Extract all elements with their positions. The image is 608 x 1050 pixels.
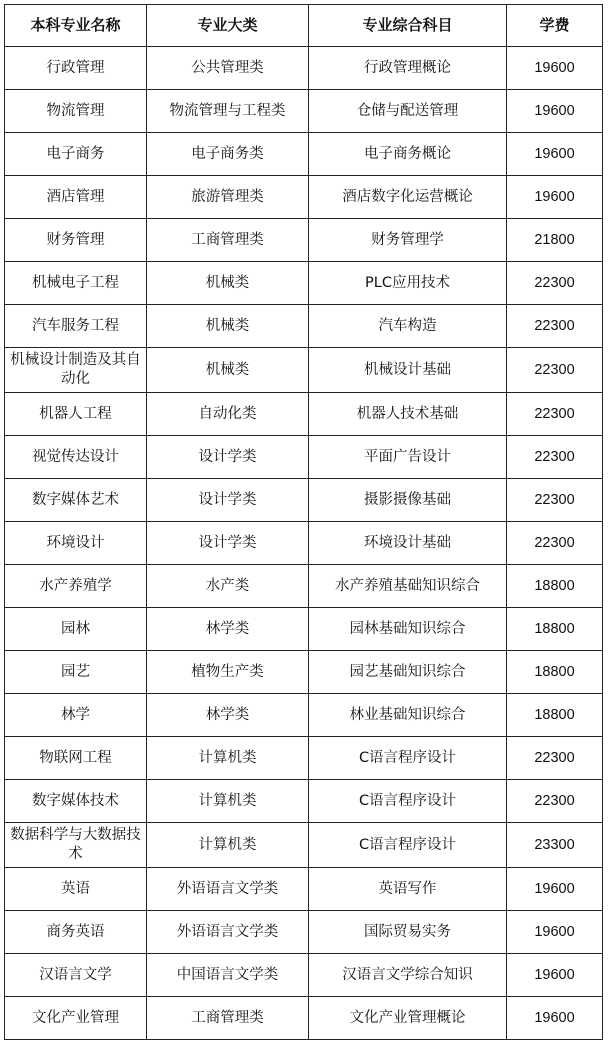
header-major-category: 专业大类 [147, 5, 309, 47]
cell-tuition: 19600 [507, 90, 603, 133]
cell-major-name: 园林 [5, 608, 147, 651]
header-major-name: 本科专业名称 [5, 5, 147, 47]
cell-major-name: 汽车服务工程 [5, 305, 147, 348]
cell-major-name: 园艺 [5, 651, 147, 694]
header-exam-subject: 专业综合科目 [309, 5, 507, 47]
cell-exam-subject: 国际贸易实务 [309, 911, 507, 954]
cell-major-category: 计算机类 [147, 780, 309, 823]
cell-tuition: 18800 [507, 608, 603, 651]
cell-exam-subject: PLC应用技术 [309, 262, 507, 305]
cell-major-category: 外语语言文学类 [147, 868, 309, 911]
cell-exam-subject: C语言程序设计 [309, 780, 507, 823]
cell-exam-subject: 仓储与配送管理 [309, 90, 507, 133]
cell-exam-subject: C语言程序设计 [309, 823, 507, 868]
table-row [5, 522, 603, 565]
cell-tuition: 22300 [507, 436, 603, 479]
cell-tuition: 19600 [507, 176, 603, 219]
cell-exam-subject: 园林基础知识综合 [309, 608, 507, 651]
cell-major-name: 行政管理 [5, 47, 147, 90]
cell-exam-subject: 文化产业管理概论 [309, 997, 507, 1040]
cell-exam-subject: 汉语言文学综合知识 [309, 954, 507, 997]
cell-major-category: 自动化类 [147, 393, 309, 436]
cell-major-name: 电子商务 [5, 133, 147, 176]
document-page [4, 4, 603, 1040]
table-row [5, 90, 603, 133]
cell-major-category: 中国语言文学类 [147, 954, 309, 997]
cell-tuition: 19600 [507, 868, 603, 911]
cell-major-category: 旅游管理类 [147, 176, 309, 219]
table-row [5, 868, 603, 911]
cell-major-name: 机器人工程 [5, 393, 147, 436]
cell-major-name: 数据科学与大数据技术 [5, 823, 147, 868]
table-body [5, 47, 603, 1040]
cell-tuition: 23300 [507, 823, 603, 868]
cell-major-category: 物流管理与工程类 [147, 90, 309, 133]
cell-exam-subject: 英语写作 [309, 868, 507, 911]
table-row [5, 305, 603, 348]
cell-major-category: 林学类 [147, 608, 309, 651]
cell-tuition: 19600 [507, 47, 603, 90]
cell-major-category: 工商管理类 [147, 219, 309, 262]
tuition-table [4, 4, 603, 1040]
cell-major-name: 机械电子工程 [5, 262, 147, 305]
cell-exam-subject: 摄影摄像基础 [309, 479, 507, 522]
cell-major-name: 林学 [5, 694, 147, 737]
table-row [5, 737, 603, 780]
table-row [5, 47, 603, 90]
cell-major-category: 机械类 [147, 262, 309, 305]
cell-major-name: 物流管理 [5, 90, 147, 133]
cell-major-category: 设计学类 [147, 522, 309, 565]
table-row [5, 436, 603, 479]
table-row [5, 997, 603, 1040]
cell-major-name: 机械设计制造及其自动化 [5, 348, 147, 393]
cell-major-category: 工商管理类 [147, 997, 309, 1040]
cell-exam-subject: 电子商务概论 [309, 133, 507, 176]
table-row [5, 694, 603, 737]
cell-exam-subject: 汽车构造 [309, 305, 507, 348]
cell-major-category: 计算机类 [147, 737, 309, 780]
cell-major-category: 植物生产类 [147, 651, 309, 694]
cell-major-category: 计算机类 [147, 823, 309, 868]
cell-tuition: 22300 [507, 305, 603, 348]
table-row [5, 393, 603, 436]
cell-tuition: 19600 [507, 133, 603, 176]
table-row [5, 348, 603, 393]
cell-exam-subject: C语言程序设计 [309, 737, 507, 780]
cell-major-category: 公共管理类 [147, 47, 309, 90]
cell-tuition: 18800 [507, 651, 603, 694]
cell-tuition: 19600 [507, 911, 603, 954]
cell-tuition: 18800 [507, 565, 603, 608]
table-row [5, 176, 603, 219]
cell-major-category: 林学类 [147, 694, 309, 737]
cell-tuition: 19600 [507, 954, 603, 997]
header-tuition: 学费 [507, 5, 603, 47]
cell-major-category: 设计学类 [147, 479, 309, 522]
cell-tuition: 21800 [507, 219, 603, 262]
cell-tuition: 22300 [507, 522, 603, 565]
cell-tuition: 18800 [507, 694, 603, 737]
cell-exam-subject: 行政管理概论 [309, 47, 507, 90]
cell-exam-subject: 水产养殖基础知识综合 [309, 565, 507, 608]
table-row [5, 608, 603, 651]
table-row [5, 565, 603, 608]
cell-major-name: 视觉传达设计 [5, 436, 147, 479]
table-row [5, 954, 603, 997]
cell-major-name: 英语 [5, 868, 147, 911]
cell-major-name: 数字媒体技术 [5, 780, 147, 823]
table-row [5, 911, 603, 954]
table-row [5, 133, 603, 176]
cell-exam-subject: 园艺基础知识综合 [309, 651, 507, 694]
cell-major-category: 电子商务类 [147, 133, 309, 176]
cell-major-name: 财务管理 [5, 219, 147, 262]
cell-tuition: 22300 [507, 780, 603, 823]
cell-tuition: 19600 [507, 997, 603, 1040]
cell-major-category: 水产类 [147, 565, 309, 608]
cell-major-name: 物联网工程 [5, 737, 147, 780]
table-row [5, 823, 603, 868]
cell-major-category: 机械类 [147, 348, 309, 393]
table-row [5, 262, 603, 305]
cell-major-name: 水产养殖学 [5, 565, 147, 608]
table-row [5, 219, 603, 262]
cell-exam-subject: 林业基础知识综合 [309, 694, 507, 737]
cell-exam-subject: 机器人技术基础 [309, 393, 507, 436]
cell-exam-subject: 财务管理学 [309, 219, 507, 262]
cell-exam-subject: 酒店数字化运营概论 [309, 176, 507, 219]
cell-major-category: 外语语言文学类 [147, 911, 309, 954]
cell-major-name: 数字媒体艺术 [5, 479, 147, 522]
cell-exam-subject: 机械设计基础 [309, 348, 507, 393]
table-header-row [5, 5, 603, 47]
cell-major-category: 机械类 [147, 305, 309, 348]
cell-tuition: 22300 [507, 737, 603, 780]
cell-major-name: 汉语言文学 [5, 954, 147, 997]
cell-exam-subject: 环境设计基础 [309, 522, 507, 565]
table-row [5, 479, 603, 522]
cell-tuition: 22300 [507, 348, 603, 393]
cell-major-name: 酒店管理 [5, 176, 147, 219]
cell-major-name: 环境设计 [5, 522, 147, 565]
cell-exam-subject: 平面广告设计 [309, 436, 507, 479]
cell-tuition: 22300 [507, 393, 603, 436]
cell-tuition: 22300 [507, 262, 603, 305]
cell-major-name: 商务英语 [5, 911, 147, 954]
cell-tuition: 22300 [507, 479, 603, 522]
cell-major-name: 文化产业管理 [5, 997, 147, 1040]
cell-major-category: 设计学类 [147, 436, 309, 479]
table-row [5, 651, 603, 694]
table-row [5, 780, 603, 823]
